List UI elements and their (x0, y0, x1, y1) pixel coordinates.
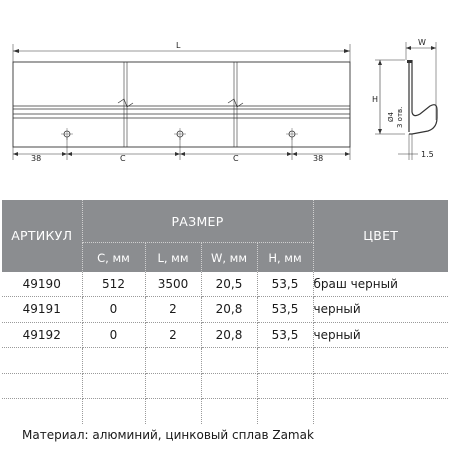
cell-w: 20,8 (201, 322, 257, 348)
cell-h: 53,5 (257, 272, 313, 297)
cell-c (82, 373, 145, 399)
header-article: АРТИКУЛ (2, 200, 82, 272)
table-row (2, 373, 448, 399)
table-row (2, 399, 448, 424)
cell-color: черный (313, 297, 448, 323)
cell-color (313, 348, 448, 374)
subheader-c: C, мм (82, 243, 145, 272)
cell-article (2, 348, 82, 374)
subheader-l: L, мм (145, 243, 201, 272)
cell-c: 0 (82, 322, 145, 348)
cell-l: 2 (145, 322, 201, 348)
cell-article: 49191 (2, 297, 82, 323)
cell-l (145, 348, 201, 374)
cell-w (201, 348, 257, 374)
subheader-h: H, мм (257, 243, 313, 272)
technical-drawing (0, 0, 450, 200)
cell-h (257, 373, 313, 399)
cell-h: 53,5 (257, 322, 313, 348)
dim-edge-right-label: 38 (313, 154, 324, 163)
cell-h (257, 399, 313, 424)
spec-table (2, 200, 448, 424)
cell-h: 53,5 (257, 297, 313, 323)
dim-W-label: W (418, 38, 426, 47)
hole-diameter-label: Ø4 (387, 112, 395, 122)
dim-L-label: L (176, 41, 181, 50)
thickness-label: 1.5 (421, 150, 434, 159)
table-row (2, 272, 448, 297)
cell-l: 3500 (145, 272, 201, 297)
material-note: Материал: алюминий, цинковый сплав Zamak (22, 428, 314, 442)
cell-c (82, 348, 145, 374)
cell-color: браш черный (313, 272, 448, 297)
cell-h (257, 348, 313, 374)
dim-C1-label: C (120, 154, 126, 163)
cell-article: 49192 (2, 322, 82, 348)
cell-w (201, 399, 257, 424)
cell-article (2, 373, 82, 399)
cell-color (313, 373, 448, 399)
cell-color (313, 399, 448, 424)
table-row (2, 297, 448, 323)
cell-c: 512 (82, 272, 145, 297)
cell-w (201, 373, 257, 399)
cell-l (145, 373, 201, 399)
dim-H-label: H (372, 95, 379, 104)
cell-w: 20,5 (201, 272, 257, 297)
subheader-w: W, мм (201, 243, 257, 272)
cell-l (145, 399, 201, 424)
dim-C2-label: C (233, 154, 239, 163)
cell-color: черный (313, 322, 448, 348)
header-size: РАЗМЕР (82, 200, 313, 243)
holes-count-label: 3 отв. (396, 106, 404, 128)
cell-c (82, 399, 145, 424)
dim-edge-left-label: 38 (31, 154, 42, 163)
cell-article (2, 399, 82, 424)
table-row (2, 322, 448, 348)
cell-w: 20,8 (201, 297, 257, 323)
cell-c: 0 (82, 297, 145, 323)
table-row (2, 348, 448, 374)
cell-article: 49190 (2, 272, 82, 297)
cell-l: 2 (145, 297, 201, 323)
header-color: ЦВЕТ (313, 200, 448, 272)
